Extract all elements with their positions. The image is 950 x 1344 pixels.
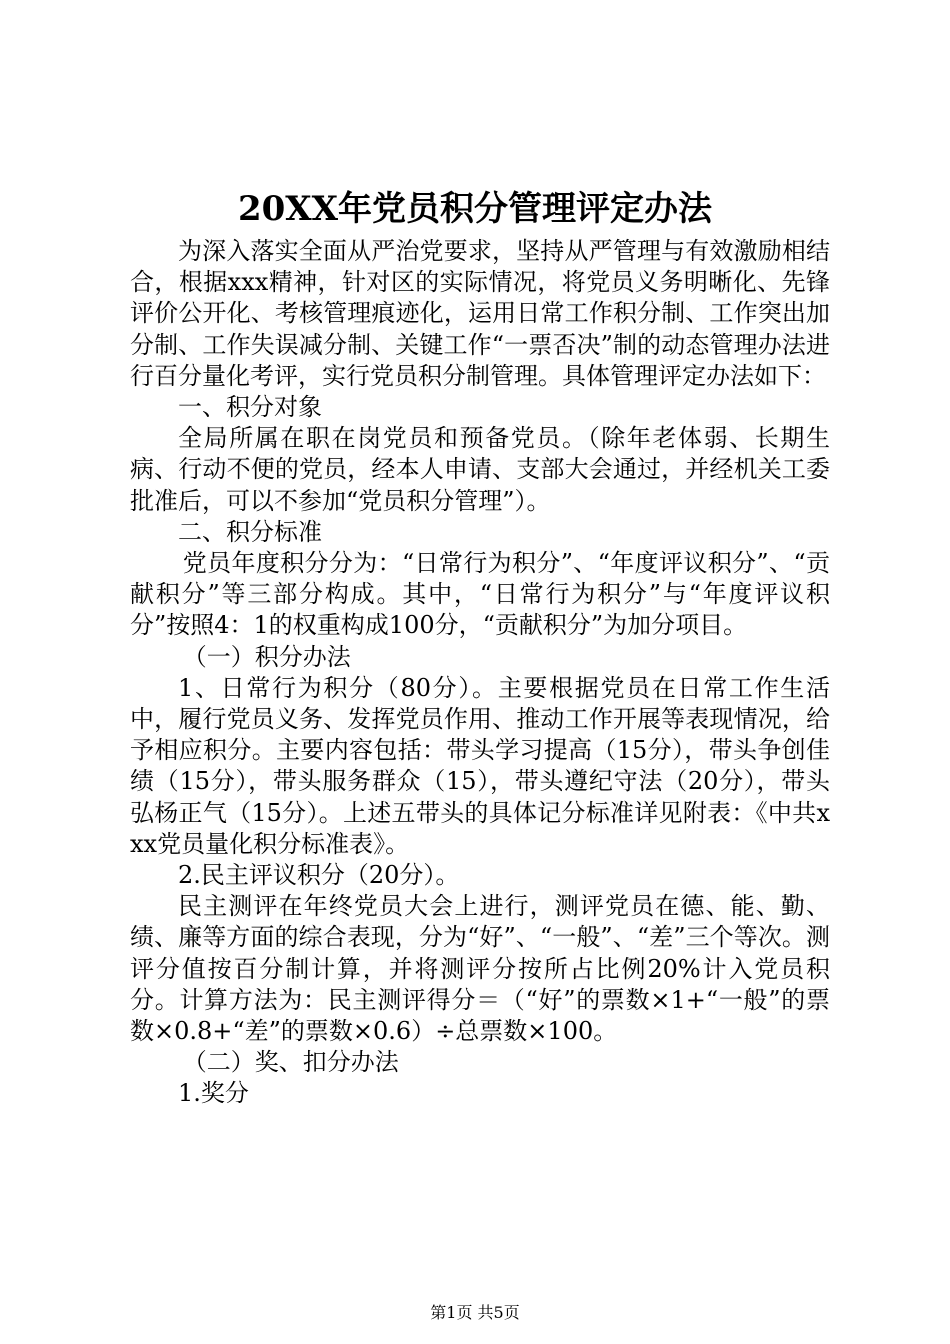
scoring-target-paragraph: 全局所属在职在岗党员和预备党员。（除年老体弱、长期生病、行动不便的党员，经本人申请、支部大会通过，并经机关工委批准后，可以不参加“党员积分管理”）。	[130, 424, 830, 515]
daily-behavior-paragraph: 1、日常行为积分（80分）。主要根据党员在日常工作生活中，履行党员义务、发挥党员作用、推动工作开展等表现情况，给予相应积分。主要内容包括：带头学习提高（15分），带头争创佳绩（15分），带头服务群众（15），带头遵纪守法（20分），带头弘杨正气（15分）。上述五带头的具体记分标准详见附表：《中共xxx党员量化积分标准表》。	[130, 673, 830, 858]
intro-paragraph: 为深入落实全面从严治党要求，坚持从严管理与有效激励相结合，根据xxx精神，针对区的实际情况，将党员义务明晰化、先锋评价公开化、考核管理痕迹化，运用日常工作积分制、工作突出加分制、工作失误减分制、关键工作“一票否决”制的动态管理办法进行百分量化考评，实行党员积分制管理。具体管理评定办法如下：	[130, 237, 830, 390]
scoring-standard-paragraph: 党员年度积分分为：“日常行为积分”、“年度评议积分”、“贡献积分”等三部分构成。其中，“日常行为积分”与“年度评议积分”按照4：1的权重构成100分，“贡献积分”为加分项目。	[130, 549, 830, 640]
reward-heading: 1.奖分	[178, 1079, 249, 1108]
democratic-review-paragraph: 民主测评在年终党员大会上进行，测评党员在德、能、勤、绩、廉等方面的综合表现，分为“好”、“一般”、“差”三个等次。测评分值按百分制计算，并将测评分按所占比例20%计入党员积分。计算方法为：民主测评得分＝（“好”的票数×1+“一般”的票数×0.8+“差”的票数×0.6）÷总票数×100。	[130, 892, 830, 1046]
subsection-heading-scoring-method: （一）积分办法	[182, 642, 351, 671]
section-heading-scoring-target: 一、积分对象	[178, 393, 322, 422]
document-title: 20XX年党员积分管理评定办法	[237, 189, 713, 229]
page-number: 第1页 共5页	[430, 1303, 520, 1322]
document-body	[130, 236, 830, 1110]
democratic-review-heading: 2.民主评议积分（20分）。	[178, 861, 460, 890]
section-heading-scoring-standard: 二、积分标准	[178, 517, 322, 546]
subsection-heading-reward-deduction: （二）奖、扣分办法	[182, 1048, 399, 1077]
